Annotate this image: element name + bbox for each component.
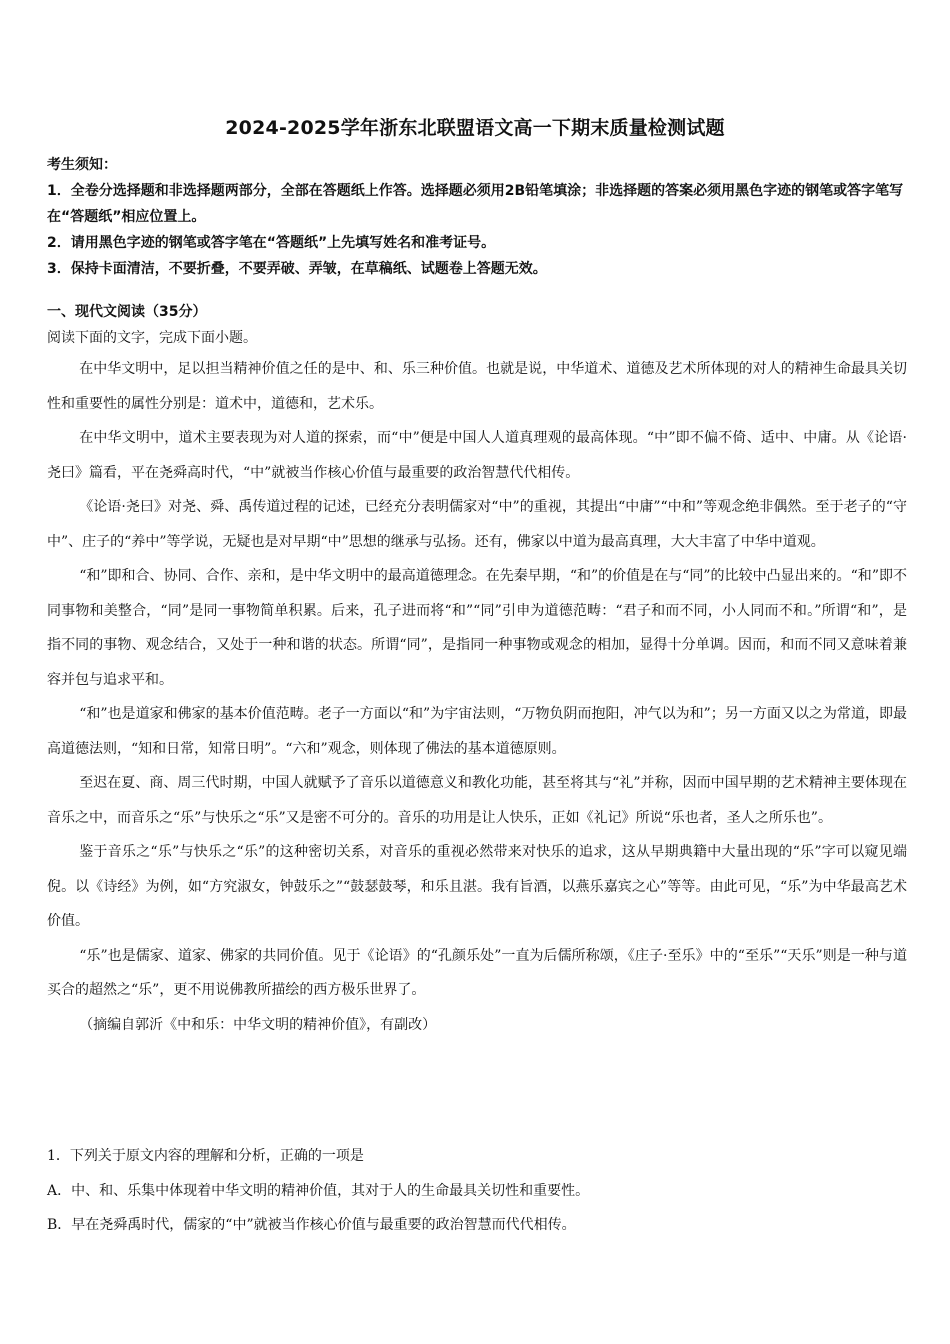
notice-item: 3．保持卡面清洁，不要折叠，不要弄破、弄皱，在草稿纸、试题卷上答题无效。 xyxy=(47,261,547,277)
section-heading: 一、现代文阅读（35分） xyxy=(47,304,207,320)
notice-item: 1．全卷分选择题和非选择题两部分，全部在答题纸上作答。选择题必须用2B铅笔填涂；非选择题的答案必须用黑色字迹的钢笔或答字笔写在“答题纸”相应位置上。 xyxy=(47,183,904,225)
passage-paragraph: “和”即和合、协同、合作、亲和，是中华文明中的最高道德理念。在先秦早期，“和”的价值是在与“同”的比较中凸显出来的。“和”即不同事物和美整合，“同”是同一事物简单积累。后来，孔子进而将“和”“同”引申为道德范畴：“君子和而不同，小人同而不和。”所谓“和”，是指不同的事物、观念结合，又处于一种和谐的状态。所谓“同”，是指同一种事物或观念的相加，显得十分单调。因而，和而不同又意味着兼容并包与追求平和。 xyxy=(47,568,907,688)
passage-paragraph: 《论语·尧曰》对尧、舜、禹传道过程的记述，已经充分表明儒家对“中”的重视，其提出“中庸”“中和”等观念绝非偶然。至于老子的“守中”、庄子的“养中”等学说，无疑也是对早期“中”思想的继承与弘扬。还有，佛家以中道为最高真理，大大丰富了中华中道观。 xyxy=(47,499,907,550)
question-option-a: A．中、和、乐集中体现着中华文明的精神价值，其对于人的生命最具关切性和重要性。 xyxy=(47,1182,590,1199)
section-instruction: 阅读下面的文字，完成下面小题。 xyxy=(47,330,257,346)
passage-paragraph: 鉴于音乐之“乐”与快乐之“乐”的这种密切关系，对音乐的重视必然带来对快乐的追求，这从早期典籍中大量出现的“乐”字可以窥见端倪。以《诗经》为例，如“方究淑女，钟鼓乐之”“鼓瑟鼓琴，和乐且湛。我有旨酒，以燕乐嘉宾之心”等等。由此可见，“乐”为中华最高艺术价值。 xyxy=(47,844,907,929)
passage-paragraph: 在中华文明中，道术主要表现为对人道的探索，而“中”便是中国人人道真理观的最高体现。“中”即不偏不倚、适中、中庸。从《论语·尧曰》篇看，平在尧舜高时代，“中”就被当作核心价值与最重要的政治智慧代代相传。 xyxy=(47,430,907,481)
question-option-b: B．早在尧舜禹时代，儒家的“中”就被当作核心价值与最重要的政治智慧而代代相传。 xyxy=(47,1217,576,1233)
question-block xyxy=(47,1139,907,1243)
passage-paragraph: 在中华文明中，足以担当精神价值之任的是中、和、乐三种价值。也就是说，中华道术、道德及艺术所体现的对人的精神生命最具关切性和重要性的属性分别是：道术中，道德和，艺术乐。 xyxy=(47,361,907,412)
page-title: 2024-2025学年浙东北联盟语文高一下期末质量检测试题 xyxy=(225,117,725,139)
passage-source: （摘编自郭沂《中和乐：中华文明的精神价值》，有副改） xyxy=(79,1016,437,1033)
notice-item: 2．请用黑色字迹的钢笔或答字笔在“答题纸”上先填写姓名和准考证号。 xyxy=(47,235,496,251)
notice-heading: 考生须知： xyxy=(47,157,117,173)
passage-paragraph: “乐”也是儒家、道家、佛家的共同价值。见于《论语》的“孔颜乐处”一直为后儒所称颂，《庄子·至乐》中的“至乐”“天乐”则是一种与道买合的超然之“乐”，更不用说佛教所描绘的西方极乐世界了。 xyxy=(47,947,907,998)
question-stem: 1．下列关于原文内容的理解和分析，正确的一项是 xyxy=(47,1148,364,1164)
reading-passage xyxy=(47,352,907,1042)
exam-notice xyxy=(47,152,907,282)
passage-paragraph: “和”也是道家和佛家的基本价值范畴。老子一方面以“和”为宇宙法则，“万物负阴而抱阳，冲气以为和”；另一方面又以之为常道，即最高道德法则，“知和日常，知常日明”。“六和”观念，则体现了佛法的基本道德原则。 xyxy=(47,706,907,757)
section-header xyxy=(47,299,907,351)
passage-paragraph: 至迟在夏、商、周三代时期，中国人就赋予了音乐以道德意义和教化功能，甚至将其与“礼”并称，因而中国早期的艺术精神主要体现在音乐之中，而音乐之“乐”与快乐之“乐”又是密不可分的。音乐的功用是让人快乐，正如《礼记》所说“乐也者，圣人之所乐也”。 xyxy=(47,775,907,826)
